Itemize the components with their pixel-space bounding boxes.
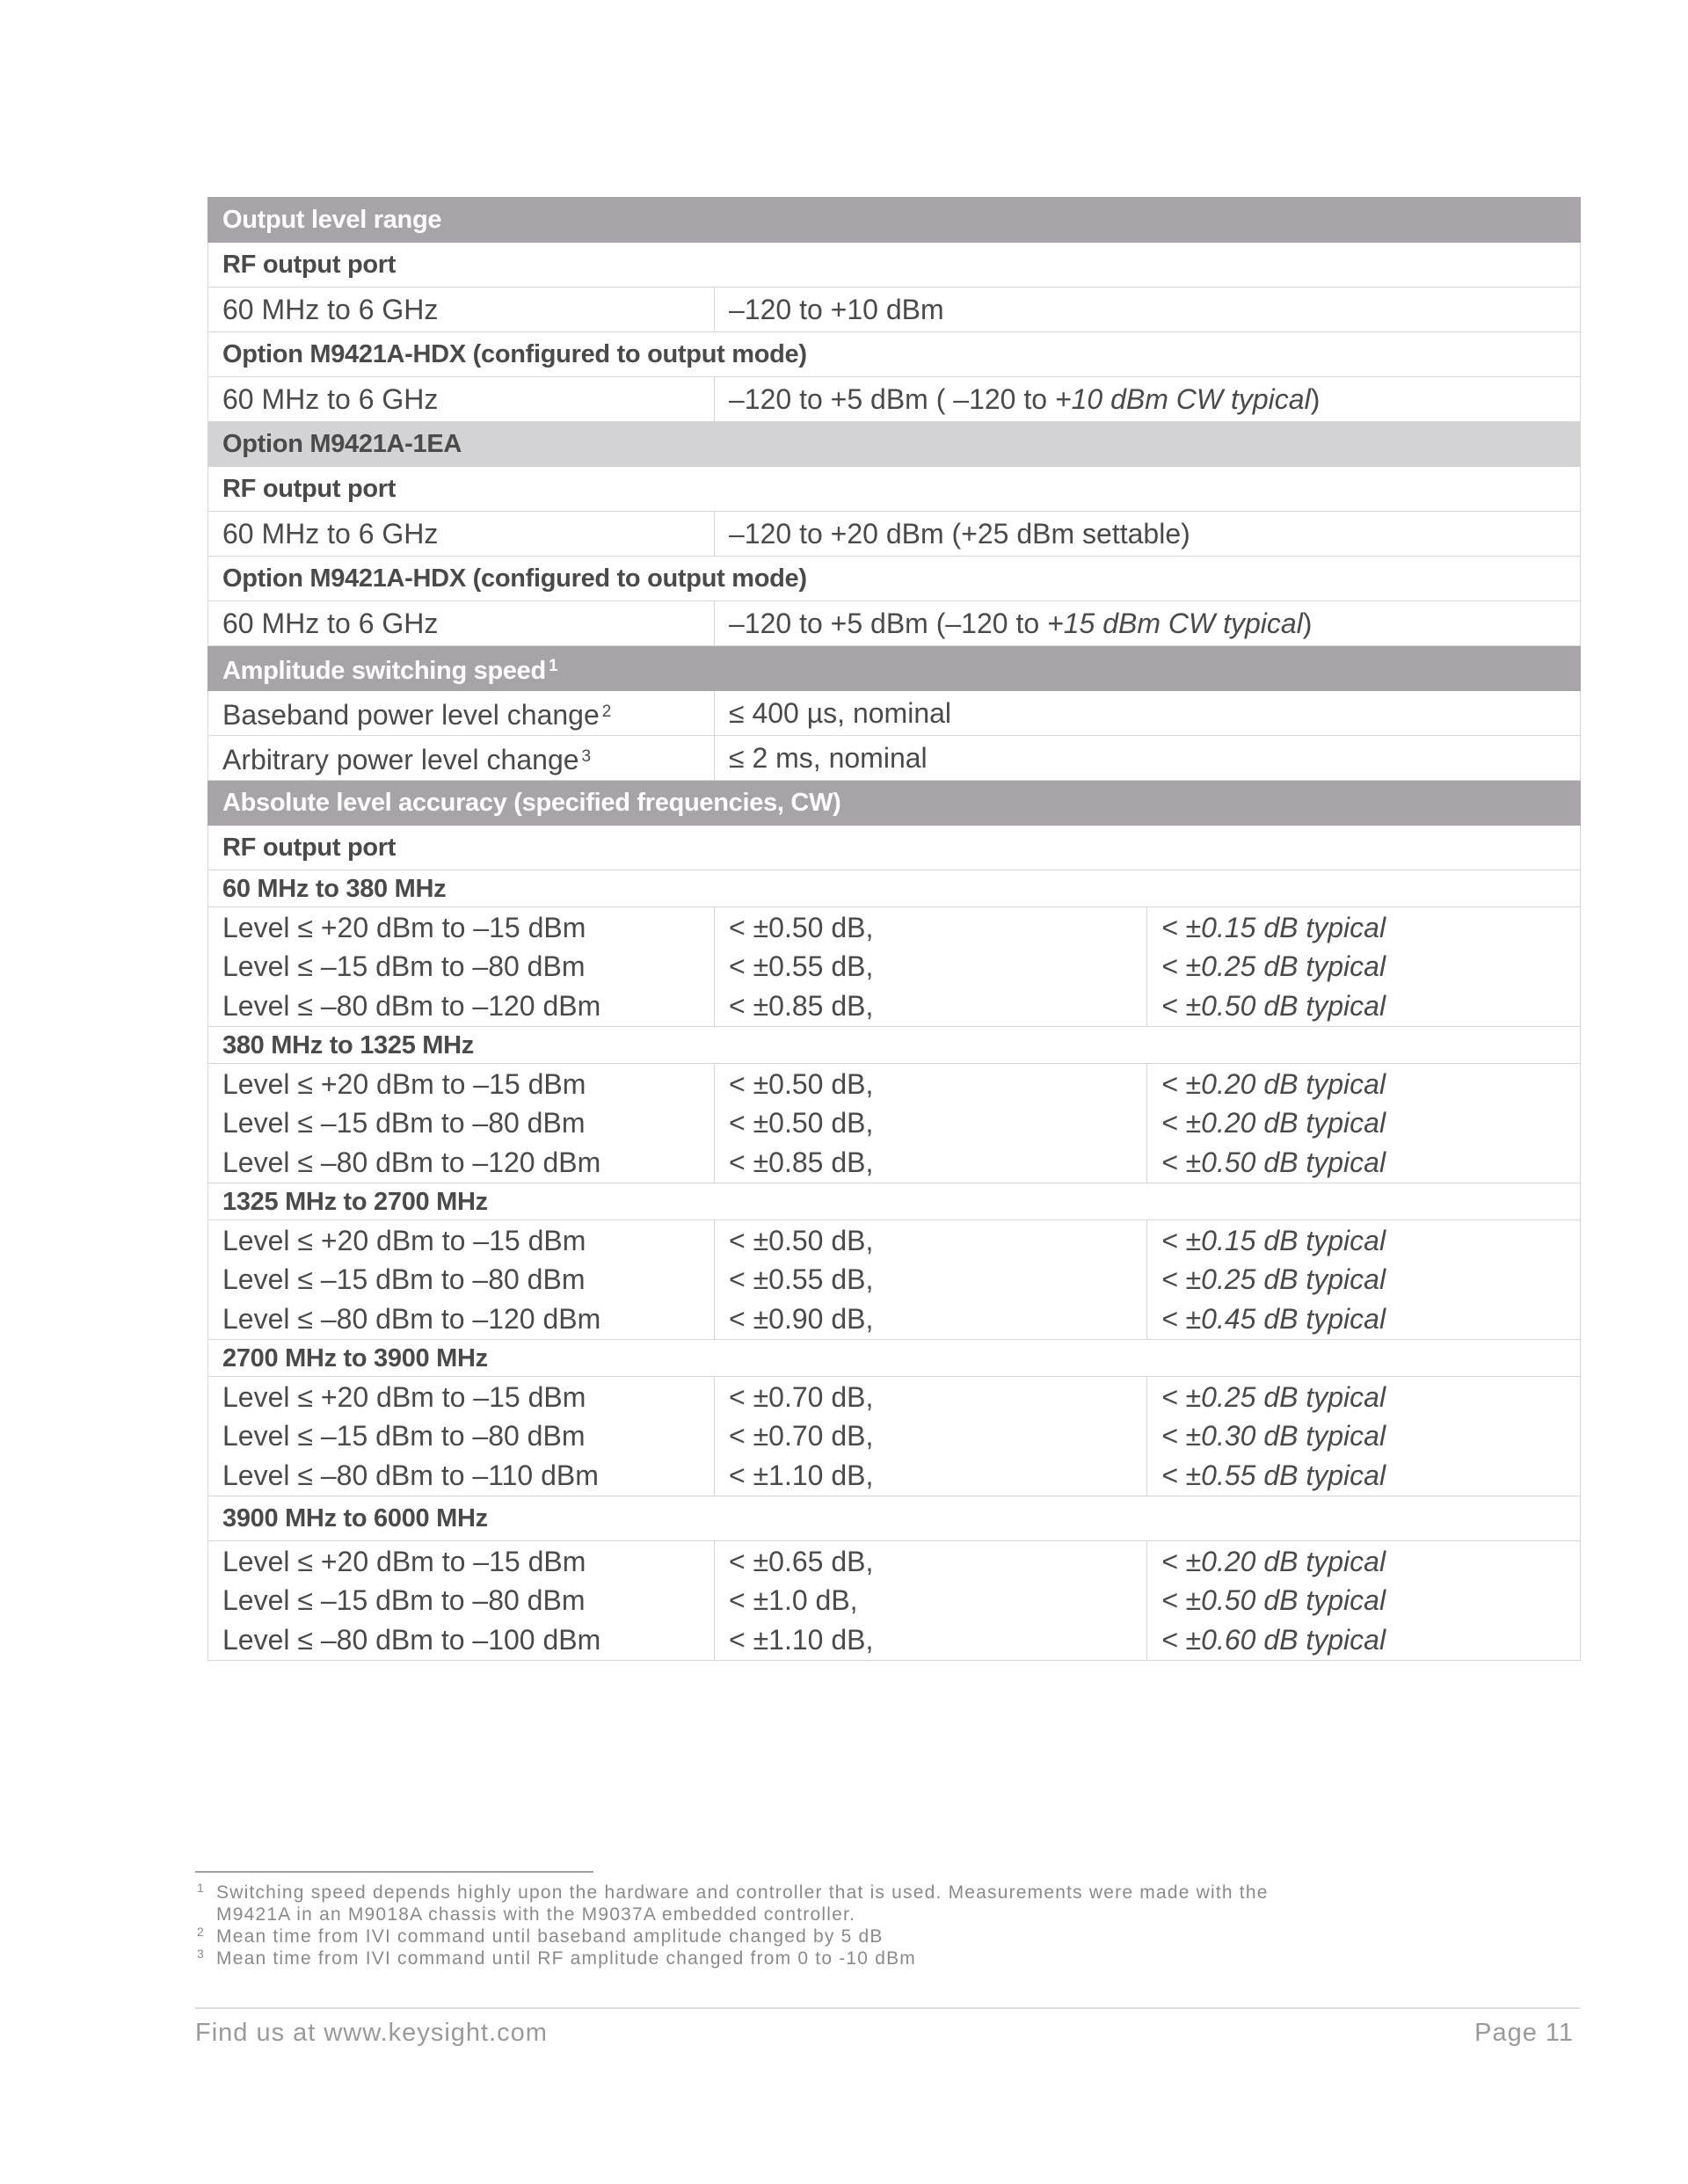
- typical-accuracy: < ±0.50 dB typical: [1161, 1584, 1386, 1617]
- level-range: Level ≤ –80 dBm to –120 dBm: [222, 1302, 601, 1335]
- spec-accuracy: < ±0.55 dB,: [729, 950, 874, 983]
- accuracy-rows: [208, 1377, 1581, 1496]
- footer-website-link[interactable]: Find us at www.keysight.com: [195, 2019, 548, 2047]
- accuracy-rows: [208, 907, 1581, 1027]
- subheader-row: [208, 467, 1581, 512]
- typical-accuracy: < ±0.25 dB typical: [1161, 1380, 1386, 1413]
- accuracy-rows: [208, 1220, 1581, 1340]
- subheader-row: [208, 332, 1581, 377]
- spec-accuracy: < ±0.50 dB,: [729, 1067, 874, 1100]
- parameter-cell: [208, 691, 715, 736]
- level-range: Level ≤ +20 dBm to –15 dBm: [222, 1224, 586, 1256]
- output-level-cell: [715, 377, 1581, 422]
- footnote-text: M9421A in an M9018A chassis with the M9037A embedded controller.: [216, 1904, 856, 1925]
- parameter-label: Arbitrary power level change: [222, 743, 579, 775]
- typical-accuracy-cell: [1147, 1220, 1581, 1340]
- section-title: Option M9421A-1EA: [208, 422, 1581, 467]
- accuracy-rows: [208, 1541, 1581, 1661]
- footnote-marker: 3: [581, 746, 592, 766]
- output-level-close: ): [1302, 608, 1313, 639]
- specifications-table: [207, 197, 1581, 1661]
- spec-accuracy-cell: [715, 1064, 1147, 1183]
- accuracy-rows: [208, 1064, 1581, 1183]
- typical-accuracy-cell: [1147, 1064, 1581, 1183]
- table-row: [208, 288, 1581, 332]
- level-range: Level ≤ –15 dBm to –80 dBm: [222, 1107, 586, 1139]
- typical-accuracy: < ±0.20 dB typical: [1161, 1545, 1386, 1577]
- level-range: Level ≤ –15 dBm to –80 dBm: [222, 950, 586, 983]
- typical-accuracy: < ±0.55 dB typical: [1161, 1459, 1386, 1491]
- section-title: [208, 646, 1581, 691]
- level-range: Level ≤ –15 dBm to –80 dBm: [222, 1263, 586, 1296]
- value-cell: ≤ 400 µs, nominal: [715, 691, 1581, 736]
- typical-accuracy: < ±0.15 dB typical: [1161, 911, 1386, 943]
- frequency-band-row: [208, 1027, 1581, 1064]
- level-range-cell: [208, 1220, 715, 1340]
- footnote-number: 3: [197, 1947, 205, 1961]
- footnote-text: Mean time from IVI command until RF amplitude changed from 0 to -10 dBm: [216, 1948, 917, 1969]
- footnote-item: [195, 1947, 1426, 1969]
- section-header-amplitude-switching-speed: [208, 646, 1581, 691]
- frequency-band-label: 3900 MHz to 6000 MHz: [208, 1496, 1581, 1541]
- level-range: Level ≤ +20 dBm to –15 dBm: [222, 1380, 586, 1413]
- level-range: Level ≤ –15 dBm to –80 dBm: [222, 1584, 586, 1617]
- level-range: Level ≤ –15 dBm to –80 dBm: [222, 1420, 586, 1452]
- spec-accuracy-cell: [715, 1220, 1147, 1340]
- spec-accuracy: < ±1.0 dB,: [729, 1584, 858, 1617]
- footnote-text: Switching speed depends highly upon the hardware and controller that is used. Measurements were made with the: [216, 1882, 1269, 1903]
- typical-accuracy: < ±0.20 dB typical: [1161, 1107, 1386, 1139]
- footnote-number: 1: [197, 1881, 205, 1895]
- level-range: Level ≤ –80 dBm to –120 dBm: [222, 1146, 601, 1178]
- level-range: Level ≤ –80 dBm to –100 dBm: [222, 1623, 601, 1656]
- parameter-label: Baseband power level change: [222, 698, 600, 731]
- spec-accuracy: < ±0.90 dB,: [729, 1302, 874, 1335]
- parameter-cell: [208, 736, 715, 781]
- frequency-band-label: 1325 MHz to 2700 MHz: [208, 1183, 1581, 1220]
- frequency-range-cell: 60 MHz to 6 GHz: [208, 288, 715, 332]
- typical-accuracy: < ±0.15 dB typical: [1161, 1224, 1386, 1256]
- footnote-marker: 2: [601, 702, 612, 721]
- footnote-item: [195, 1926, 1426, 1947]
- level-range-cell: [208, 1541, 715, 1661]
- footnote-item: [195, 1882, 1426, 1926]
- output-level-close: ): [1310, 383, 1321, 415]
- typical-accuracy: < ±0.25 dB typical: [1161, 1263, 1386, 1296]
- section-header-absolute-level-accuracy: [208, 781, 1581, 826]
- spec-accuracy-cell: [715, 907, 1147, 1027]
- footnotes: [195, 1882, 1426, 1969]
- hdx-option-label: Option M9421A-HDX (configured to output mode): [208, 332, 1581, 377]
- level-range: Level ≤ +20 dBm to –15 dBm: [222, 911, 586, 943]
- footer-divider: [195, 2007, 1580, 2009]
- value-cell: ≤ 2 ms, nominal: [715, 736, 1581, 781]
- output-level-text: –120 to +5 dBm (–120 to: [729, 608, 1048, 639]
- frequency-band-row: [208, 1340, 1581, 1377]
- footnote-divider: [195, 1871, 593, 1873]
- spec-accuracy: < ±1.10 dB,: [729, 1459, 874, 1491]
- typical-accuracy-cell: [1147, 907, 1581, 1027]
- spec-accuracy: < ±0.85 dB,: [729, 1146, 874, 1178]
- typical-accuracy: < ±0.25 dB typical: [1161, 950, 1386, 983]
- frequency-band-label: 60 MHz to 380 MHz: [208, 870, 1581, 907]
- typical-accuracy: < ±0.50 dB typical: [1161, 1146, 1386, 1178]
- typical-accuracy: < ±0.50 dB typical: [1161, 989, 1386, 1022]
- rf-output-port-label: RF output port: [208, 826, 1581, 870]
- level-range: Level ≤ –80 dBm to –110 dBm: [222, 1459, 599, 1491]
- typical-accuracy: < ±0.45 dB typical: [1161, 1302, 1386, 1335]
- output-level-typical: +15 dBm CW typical: [1047, 608, 1303, 639]
- spec-accuracy: < ±0.65 dB,: [729, 1545, 874, 1577]
- table-row: [208, 512, 1581, 557]
- spec-accuracy-cell: [715, 1377, 1147, 1496]
- frequency-range-cell: 60 MHz to 6 GHz: [208, 377, 715, 422]
- section-title: Output level range: [208, 198, 1581, 243]
- frequency-range-cell: 60 MHz to 6 GHz: [208, 512, 715, 557]
- subheader-row: [208, 826, 1581, 870]
- spec-accuracy: < ±0.70 dB,: [729, 1380, 874, 1413]
- level-range: Level ≤ +20 dBm to –15 dBm: [222, 1067, 586, 1100]
- level-range-cell: [208, 1377, 715, 1496]
- output-level-cell: –120 to +20 dBm (+25 dBm settable): [715, 512, 1581, 557]
- table-row: [208, 377, 1581, 422]
- spec-accuracy: < ±0.50 dB,: [729, 911, 874, 943]
- table-row: [208, 736, 1581, 781]
- output-level-cell: –120 to +10 dBm: [715, 288, 1581, 332]
- typical-accuracy-cell: [1147, 1377, 1581, 1496]
- section-header-output-level-range: [208, 198, 1581, 243]
- rf-output-port-label: RF output port: [208, 467, 1581, 512]
- level-range-cell: [208, 1064, 715, 1183]
- frequency-band-label: 380 MHz to 1325 MHz: [208, 1027, 1581, 1064]
- page-number: Page 11: [1474, 2019, 1574, 2047]
- spec-accuracy: < ±0.50 dB,: [729, 1107, 874, 1139]
- hdx-option-label: Option M9421A-HDX (configured to output mode): [208, 557, 1581, 601]
- level-range: Level ≤ +20 dBm to –15 dBm: [222, 1545, 586, 1577]
- footnote-number: 2: [197, 1925, 205, 1939]
- typical-accuracy: < ±0.20 dB typical: [1161, 1067, 1386, 1100]
- output-level-typical: +10 dBm CW typical: [1054, 383, 1311, 415]
- level-range: Level ≤ –80 dBm to –120 dBm: [222, 989, 601, 1022]
- typical-accuracy-cell: [1147, 1541, 1581, 1661]
- output-level-cell: [715, 601, 1581, 646]
- typical-accuracy: < ±0.30 dB typical: [1161, 1420, 1386, 1452]
- frequency-band-row: [208, 1496, 1581, 1541]
- frequency-band-label: 2700 MHz to 3900 MHz: [208, 1340, 1581, 1377]
- spec-accuracy: < ±1.10 dB,: [729, 1623, 874, 1656]
- spec-accuracy: < ±0.85 dB,: [729, 989, 874, 1022]
- spec-accuracy: < ±0.50 dB,: [729, 1224, 874, 1256]
- subheader-row: [208, 243, 1581, 288]
- table-row: [208, 601, 1581, 646]
- typical-accuracy: < ±0.60 dB typical: [1161, 1623, 1386, 1656]
- section-header-option-1ea: [208, 422, 1581, 467]
- output-level-text: –120 to +5 dBm ( –120 to: [729, 383, 1055, 415]
- table-row: [208, 691, 1581, 736]
- section-title-text: Amplitude switching speed: [222, 656, 546, 685]
- level-range-cell: [208, 907, 715, 1027]
- spec-accuracy-cell: [715, 1541, 1147, 1661]
- rf-output-port-label: RF output port: [208, 243, 1581, 288]
- frequency-band-row: [208, 1183, 1581, 1220]
- frequency-range-cell: 60 MHz to 6 GHz: [208, 601, 715, 646]
- footnote-text: Mean time from IVI command until baseband amplitude changed by 5 dB: [216, 1926, 884, 1947]
- spec-accuracy: < ±0.70 dB,: [729, 1420, 874, 1452]
- subheader-row: [208, 557, 1581, 601]
- frequency-band-row: [208, 870, 1581, 907]
- spec-accuracy: < ±0.55 dB,: [729, 1263, 874, 1296]
- section-title: Absolute level accuracy (specified frequencies, CW): [208, 781, 1581, 826]
- footnote-marker: 1: [548, 656, 558, 675]
